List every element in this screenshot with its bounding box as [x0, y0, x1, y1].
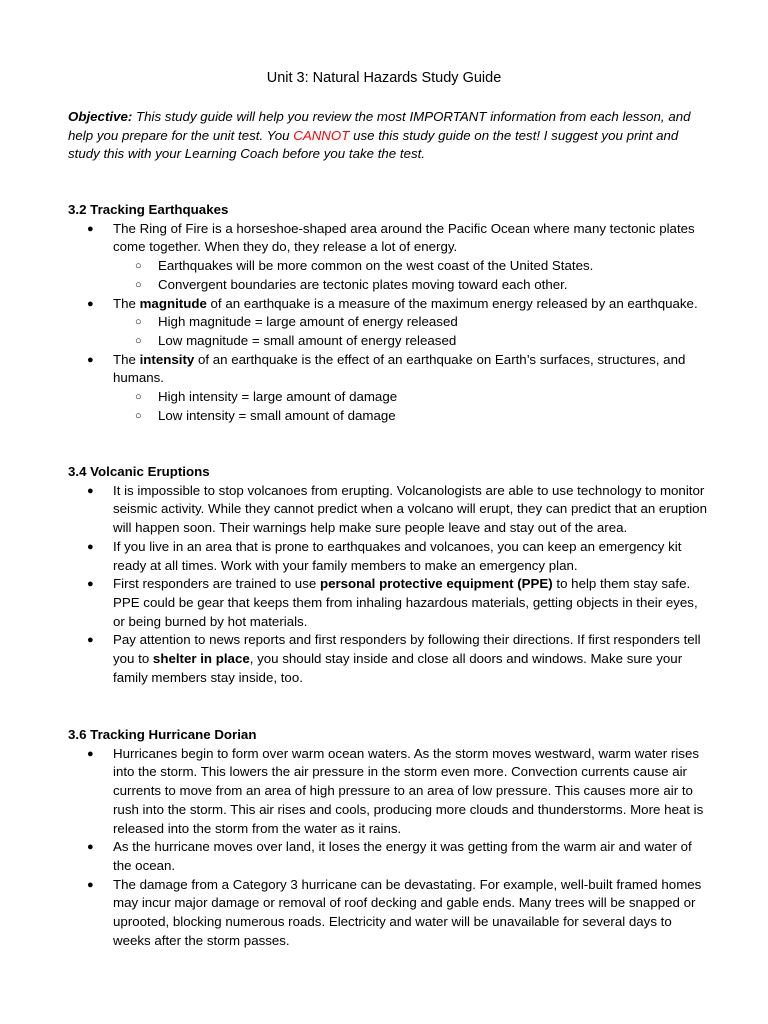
objective-text-2: use this study guide on the test! I suggest you print and study this with your Learning Coach before you take the test.: [68, 127, 679, 162]
section-heading: 3.2 Tracking Earthquakes: [68, 202, 229, 217]
list-item: [68, 351, 708, 388]
bullet-icon: ●: [87, 878, 94, 891]
circle-bullet-icon: ○: [135, 278, 142, 291]
text-run: , you should stay inside and close all doors and windows. Make sure your family members stay inside, too.: [113, 651, 683, 685]
text-run: First responders are trained to use: [113, 576, 320, 592]
section-tracking-hurricane-dorian: [68, 726, 708, 950]
list-item: [68, 538, 708, 575]
sub-list-item: [68, 257, 708, 276]
list-item-text: Hurricanes begin to form over warm ocean waters. As the storm moves westward, warm water rises into the storm. This lowers the air pressure in the storm even more. Convection currents cause air currents to move from an area of high pressure to an area of low pressure. This causes more air to rush into the storm. This air rises and cools, producing more clouds and thunderstorms. More heat is released into the storm from the water as it rains.: [113, 745, 704, 836]
objective-paragraph: [68, 108, 708, 164]
bold-term: personal protective equipment (PPE): [319, 576, 553, 592]
list-item: [68, 295, 708, 314]
bullet-icon: ●: [87, 484, 94, 497]
sub-list-item-text: Earthquakes will be more common on the west coast of the United States.: [158, 258, 594, 274]
list-item-text: As the hurricane moves over land, it loses the energy it was getting from the warm air and water of the ocean.: [113, 839, 692, 873]
list-item: [68, 575, 708, 631]
bullet-icon: ●: [87, 747, 94, 760]
sub-list-item-text: Convergent boundaries are tectonic plates moving toward each other.: [158, 276, 568, 292]
list-item: [68, 482, 708, 538]
sub-list-item: [68, 407, 708, 426]
sub-list-item: [68, 388, 708, 407]
sub-list-item-text: Low intensity = small amount of damage: [158, 407, 396, 423]
bold-term: magnitude: [139, 295, 207, 311]
list-item-text: The Ring of Fire is a horseshoe-shaped area around the Pacific Ocean where many tectonic plates come together. When they do, they release a lot of energy.: [113, 220, 695, 255]
list-item-text: If you live in an area that is prone to earthquakes and volcanoes, you can keep an emergency kit ready at all times. Work with your family members to make an emergency plan.: [113, 538, 682, 573]
sub-list-item: [68, 313, 708, 332]
bullet-icon: ●: [87, 634, 94, 647]
bold-term: shelter in place: [152, 651, 250, 667]
bullet-icon: ●: [87, 841, 94, 854]
objective-label: Objective:: [68, 109, 133, 124]
text-run: of an earthquake is the effect of an earthquake on Earth’s surfaces, structures, and humans.: [113, 351, 686, 386]
bullet-list: [68, 220, 708, 426]
sub-list-item-text: Low magnitude = small amount of energy released: [158, 332, 457, 348]
bullet-icon: ●: [87, 297, 94, 310]
list-item: [68, 745, 708, 839]
section-heading: 3.4 Volcanic Eruptions: [68, 464, 210, 479]
text-run: to help them stay safe. PPE could be gear that keeps them from inhaling hazardous materials, getting objects in their eyes, or being burned by hot materials.: [113, 576, 698, 629]
text-run: Pay attention to news reports and first responders by following their directions. If first responders tell you to: [113, 632, 701, 667]
text-run: The: [113, 295, 140, 311]
section-volcanic-eruptions: [68, 463, 708, 687]
circle-bullet-icon: ○: [135, 409, 142, 422]
circle-bullet-icon: ○: [135, 334, 142, 347]
bullet-list: [68, 745, 708, 951]
list-item: [68, 838, 708, 875]
bold-term: intensity: [139, 351, 195, 367]
sub-list-item-text: High magnitude = large amount of energy released: [158, 314, 458, 330]
list-item: [68, 631, 708, 687]
section-tracking-earthquakes: [68, 201, 708, 425]
bullet-list: [68, 482, 708, 688]
bullet-icon: ●: [87, 353, 94, 366]
bullet-icon: ●: [87, 578, 94, 591]
text-run: The: [113, 351, 140, 367]
circle-bullet-icon: ○: [135, 260, 142, 273]
bullet-icon: ●: [87, 222, 94, 235]
sub-list-item: [68, 276, 708, 295]
circle-bullet-icon: ○: [135, 316, 142, 329]
cannot-emphasis: CANNOT: [293, 127, 350, 143]
objective-text-1: This study guide will help you review the most IMPORTANT information from each lesson, and help you prepare for the unit test. You: [68, 109, 691, 143]
list-item-text: The damage from a Category 3 hurricane can be devastating. For example, well-built framed homes may incur major damage or removal of roof decking and gable ends. Many trees will be snapped or uprooted, blocking numerous roads. Electricity and water will be unavailable for several days to weeks after the storm passes.: [113, 876, 702, 948]
list-item: [68, 220, 708, 257]
section-heading: 3.6 Tracking Hurricane Dorian: [68, 727, 257, 742]
page-title: Unit 3: Natural Hazards Study Guide: [266, 70, 502, 86]
bullet-icon: ●: [87, 540, 94, 553]
circle-bullet-icon: ○: [135, 391, 142, 404]
sub-list-item-text: High intensity = large amount of damage: [158, 389, 398, 405]
text-run: of an earthquake is a measure of the maximum energy released by an earthquake.: [206, 295, 698, 311]
sub-list-item: [68, 332, 708, 351]
list-item: [68, 876, 708, 951]
list-item-text: It is impossible to stop volcanoes from erupting. Volcanologists are able to use technology to monitor seismic activity. While they cannot predict when a volcano will erupt, they can predict that an eruption will happen soon. Their warnings help make sure people leave and stay out of the area.: [113, 482, 707, 536]
